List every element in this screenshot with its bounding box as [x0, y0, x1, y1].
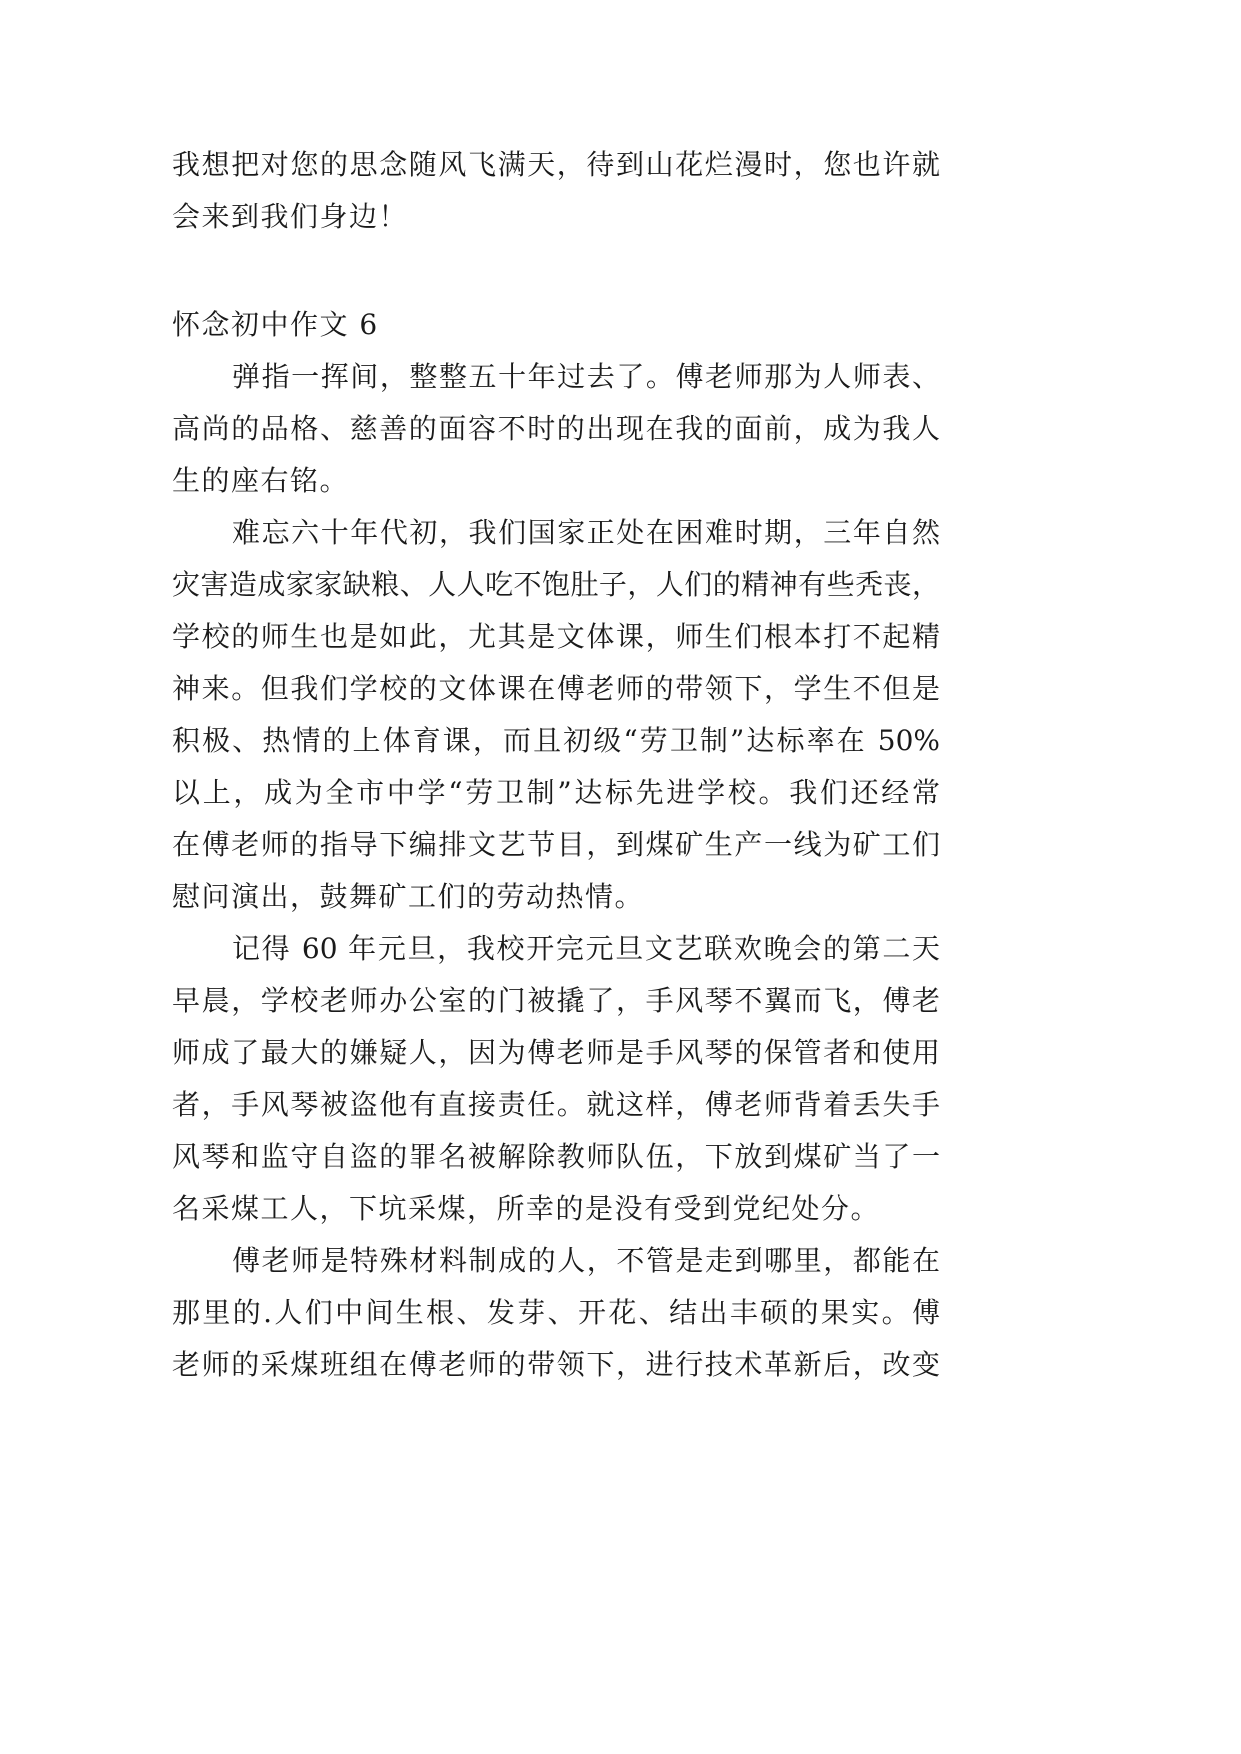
text-line: 生的座右铭。 — [172, 464, 350, 497]
previous-essay-ending — [172, 139, 940, 243]
text-line: 高尚的品格、慈善的面容不时的出现在我的面前，成为我人 — [172, 412, 940, 445]
text-line: 早晨，学校老师办公室的门被撬了，手风琴不翼而飞，傅老 — [172, 984, 940, 1017]
text-line: 慰问演出，鼓舞矿工们的劳动热情。 — [172, 880, 645, 913]
text-line: 我想把对您的思念随风飞满天，待到山花烂漫时，您也许就 — [172, 148, 940, 181]
paragraph — [172, 923, 940, 1235]
text-line: 学校的师生也是如此，尤其是文体课，师生们根本打不起精 — [172, 620, 940, 653]
document-body — [172, 139, 940, 1391]
paragraph — [172, 1235, 940, 1391]
text-line: 在傅老师的指导下编排文艺节目，到煤矿生产一线为矿工们 — [172, 828, 940, 861]
text-line: 记得 60 年元旦，我校开完元旦文艺联欢晚会的第二天 — [232, 932, 940, 965]
text-line: 师成了最大的嫌疑人，因为傅老师是手风琴的保管者和使用 — [172, 1036, 940, 1069]
text-line: 者，手风琴被盗他有直接责任。就这样，傅老师背着丢失手 — [172, 1088, 940, 1121]
text-line: 名采煤工人，下坑采煤，所幸的是没有受到党纪处分。 — [172, 1192, 881, 1225]
text-line: 老师的采煤班组在傅老师的带领下，进行技术革新后，改变 — [172, 1348, 940, 1381]
blank-gap — [172, 243, 940, 299]
text-line: 积极、热情的上体育课，而且初级“劳卫制”达标率在 50% — [172, 724, 940, 757]
text-line: 那里的.人们中间生根、发芽、开花、结出丰硕的果实。傅 — [172, 1296, 940, 1329]
text-line: 神来。但我们学校的文体课在傅老师的带领下，学生不但是 — [172, 672, 940, 705]
essay-title: 怀念初中作文 6 — [172, 308, 379, 341]
text-line: 难忘六十年代初，我们国家正处在困难时期，三年自然 — [232, 516, 940, 549]
text-line: 会来到我们身边！ — [172, 200, 409, 233]
paragraph — [172, 351, 940, 507]
text-line: 灾害造成家家缺粮、人人吃不饱肚子，人们的精神有些秃丧， — [172, 568, 940, 601]
text-line: 弹指一挥间，整整五十年过去了。傅老师那为人师表、 — [232, 360, 940, 393]
text-line: 以上，成为全市中学“劳卫制”达标先进学校。我们还经常 — [172, 776, 940, 809]
paragraph — [172, 507, 940, 923]
text-line: 傅老师是特殊材料制成的人，不管是走到哪里，都能在 — [232, 1244, 940, 1277]
text-line: 风琴和监守自盗的罪名被解除教师队伍，下放到煤矿当了一 — [172, 1140, 940, 1173]
